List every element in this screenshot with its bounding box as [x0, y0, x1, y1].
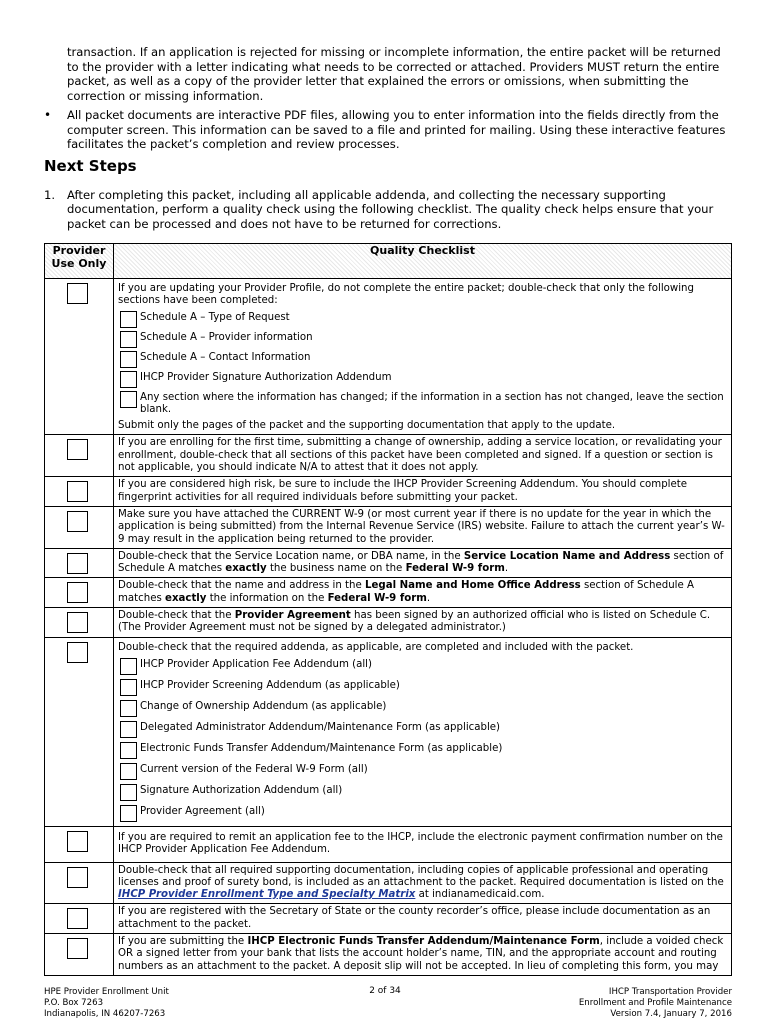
sub-item: Current version of the Federal W-9 Form (all) [120, 763, 727, 780]
sub-item: Provider Agreement (all) [120, 805, 727, 822]
table-row [45, 637, 732, 826]
checkbox-cell [45, 904, 114, 934]
checklist-item: If you are required to remit an application fee to the IHCP, include the electronic payment confirmation number on the IHCP Provider Application Fee Addendum. [114, 826, 732, 862]
checkbox[interactable] [120, 763, 137, 780]
checkbox-cell [45, 826, 114, 862]
checkbox[interactable] [120, 700, 137, 717]
table-row [45, 435, 732, 477]
checkbox[interactable] [120, 371, 137, 388]
page-number: 2 of 34 [369, 986, 401, 996]
table-row [45, 506, 732, 548]
checkbox-cell [45, 862, 114, 904]
table-row [45, 279, 732, 435]
checkbox[interactable] [67, 283, 88, 304]
checklist-item: Make sure you have attached the CURRENT W-9 (or most current year if there is no update for the year in which the application is being submitted) from the Internal Revenue Service (IRS) website. Failure to attach the current year’s W-9 may result in the application being returned to the provider. [114, 506, 732, 548]
checklist-text: Submit only the pages of the packet and the supporting documentation that apply to the update. [118, 420, 616, 432]
checkbox[interactable] [120, 721, 137, 738]
table-row [45, 578, 732, 608]
sub-item: Electronic Funds Transfer Addendum/Maintenance Form (as applicable) [120, 742, 727, 759]
checkbox-cell [45, 548, 114, 578]
sub-item: Delegated Administrator Addendum/Maintenance Form (as applicable) [120, 721, 727, 738]
checklist-item: If you are submitting the IHCP Electronic Funds Transfer Addendum/Maintenance Form, include a voided check OR a signed letter from your bank that lists the account holder’s name, TIN, and the appropriate account and routing numbers as an attachment to the packet. A deposit slip will not be accepted. In lieu of completing this form, you may [114, 934, 732, 976]
footer-left: HPE Provider Enrollment Unit P.O. Box 7263 Indianapolis, IN 46207-7263 [44, 987, 169, 1019]
checkbox[interactable] [120, 658, 137, 675]
table-row [45, 826, 732, 862]
checkbox[interactable] [120, 784, 137, 801]
checkbox[interactable] [120, 679, 137, 696]
checkbox[interactable] [67, 553, 88, 574]
sub-item: Change of Ownership Addendum (as applicable) [120, 700, 727, 717]
checklist-item [114, 279, 732, 435]
sub-item: IHCP Provider Screening Addendum (as applicable) [120, 679, 727, 696]
bullet-paragraph: All packet documents are interactive PDF files, allowing you to enter information into the fields directly from the computer screen. This information can be saved to a file and printed for mailing. Using these interactive features facilitates the packet’s completion and review processes. [67, 108, 726, 152]
checkbox[interactable] [67, 612, 88, 633]
checklist-item: If you are enrolling for the first time, submitting a change of ownership, adding a service location, or revalidating your enrollment, double-check that all sections of this packet have been completed and signed. If a question or section is not applicable, you should indicate N/A to attest that it does not apply. [114, 435, 732, 477]
step-text: After completing this packet, including all applicable addenda, and collecting the necessary supporting documentation, perform a quality check using the following checklist. The quality check helps ensure that your packet can be processed and does not have to be returned for corrections. [67, 188, 714, 231]
checkbox[interactable] [67, 908, 88, 929]
checkbox[interactable] [67, 481, 88, 502]
checkbox[interactable] [120, 311, 137, 328]
checkbox[interactable] [67, 831, 88, 852]
checkbox-cell [45, 578, 114, 608]
continued-paragraph: transaction. If an application is rejected for missing or incomplete information, the entire packet will be returned to the provider with a letter indicating what needs to be corrected or attached. Providers MUST return the entire packet, as well as a copy of the provider letter that explained the errors or omissions, when submitting the correction or missing information. [67, 45, 721, 103]
quality-checklist-header: Quality Checklist [114, 244, 732, 279]
checklist-item: Double-check that the Provider Agreement has been signed by an authorized official who is listed on Schedule C. (The Provider Agreement must not be signed by a delegated administrator.) [114, 608, 732, 638]
step-number: 1. [44, 188, 56, 202]
sub-item: IHCP Provider Application Fee Addendum (all) [120, 658, 727, 675]
checklist-item: Double-check that all required supporting documentation, including copies of applicable professional and operating licenses and proof of surety bond, is included as an attachment to the packet. Required documentation is listed on the IHCP Provider Enrollment Type and Specialty Matrix at indianamedicaid.com. [114, 862, 732, 904]
sub-item: Schedule A – Type of Request [120, 311, 727, 328]
checkbox-cell [45, 934, 114, 976]
checklist-text: Double-check that the required addenda, as applicable, are completed and included with the packet. [118, 641, 634, 653]
checkbox-cell [45, 279, 114, 435]
table-row [45, 934, 732, 976]
checkbox-cell [45, 477, 114, 507]
checkbox[interactable] [120, 351, 137, 368]
footer-right: IHCP Transportation Provider Enrollment and Profile Maintenance Version 7.4, January 7, 2016 [578, 987, 732, 1019]
table-row [45, 862, 732, 904]
sub-item: Signature Authorization Addendum (all) [120, 784, 727, 801]
table-header-row [45, 244, 732, 279]
table-row [45, 904, 732, 934]
checkbox[interactable] [120, 805, 137, 822]
checkbox[interactable] [120, 742, 137, 759]
sub-item: Any section where the information has changed; if the information in a section has not changed, leave the section blank. [120, 391, 727, 417]
checkbox[interactable] [67, 938, 88, 959]
sub-item: IHCP Provider Signature Authorization Addendum [120, 371, 727, 388]
quality-checklist-table [44, 243, 732, 976]
checkbox[interactable] [120, 331, 137, 348]
sub-item: Schedule A – Contact Information [120, 351, 727, 368]
checklist-item: Double-check that the Service Location name, or DBA name, in the Service Location Name and Address section of Schedule A matches exactly the business name on the Federal W-9 form. [114, 548, 732, 578]
checkbox-cell [45, 435, 114, 477]
checklist-item [114, 637, 732, 826]
checkbox[interactable] [67, 582, 88, 603]
checklist-item: Double-check that the name and address in the Legal Name and Home Office Address section of Schedule A matches exactly the information on the Federal W-9 form. [114, 578, 732, 608]
checkbox[interactable] [120, 391, 137, 408]
checkbox-cell [45, 506, 114, 548]
bullet-point: • [44, 108, 52, 122]
checkbox-cell [45, 608, 114, 638]
checkbox[interactable] [67, 642, 88, 663]
table-row [45, 477, 732, 507]
sub-item: Schedule A – Provider information [120, 331, 727, 348]
checklist-item: If you are considered high risk, be sure to include the IHCP Provider Screening Addendum. You should complete fingerprint activities for all required individuals before submitting your packet. [114, 477, 732, 507]
specialty-matrix-link[interactable]: IHCP Provider Enrollment Type and Specialty Matrix [118, 889, 416, 901]
checkbox-cell [45, 637, 114, 826]
checklist-text: If you are updating your Provider Profile, do not complete the entire packet; double-check that only the following sections have been completed: [118, 283, 694, 307]
checkbox[interactable] [67, 511, 88, 532]
table-row [45, 608, 732, 638]
checkbox[interactable] [67, 439, 88, 460]
checkbox[interactable] [67, 867, 88, 888]
checklist-item: If you are registered with the Secretary of State or the county recorder’s office, please include documentation as an attachment to the packet. [114, 904, 732, 934]
section-heading: Next Steps [44, 157, 137, 175]
table-row [45, 548, 732, 578]
provider-use-only-header: Provider Use Only [45, 244, 114, 279]
